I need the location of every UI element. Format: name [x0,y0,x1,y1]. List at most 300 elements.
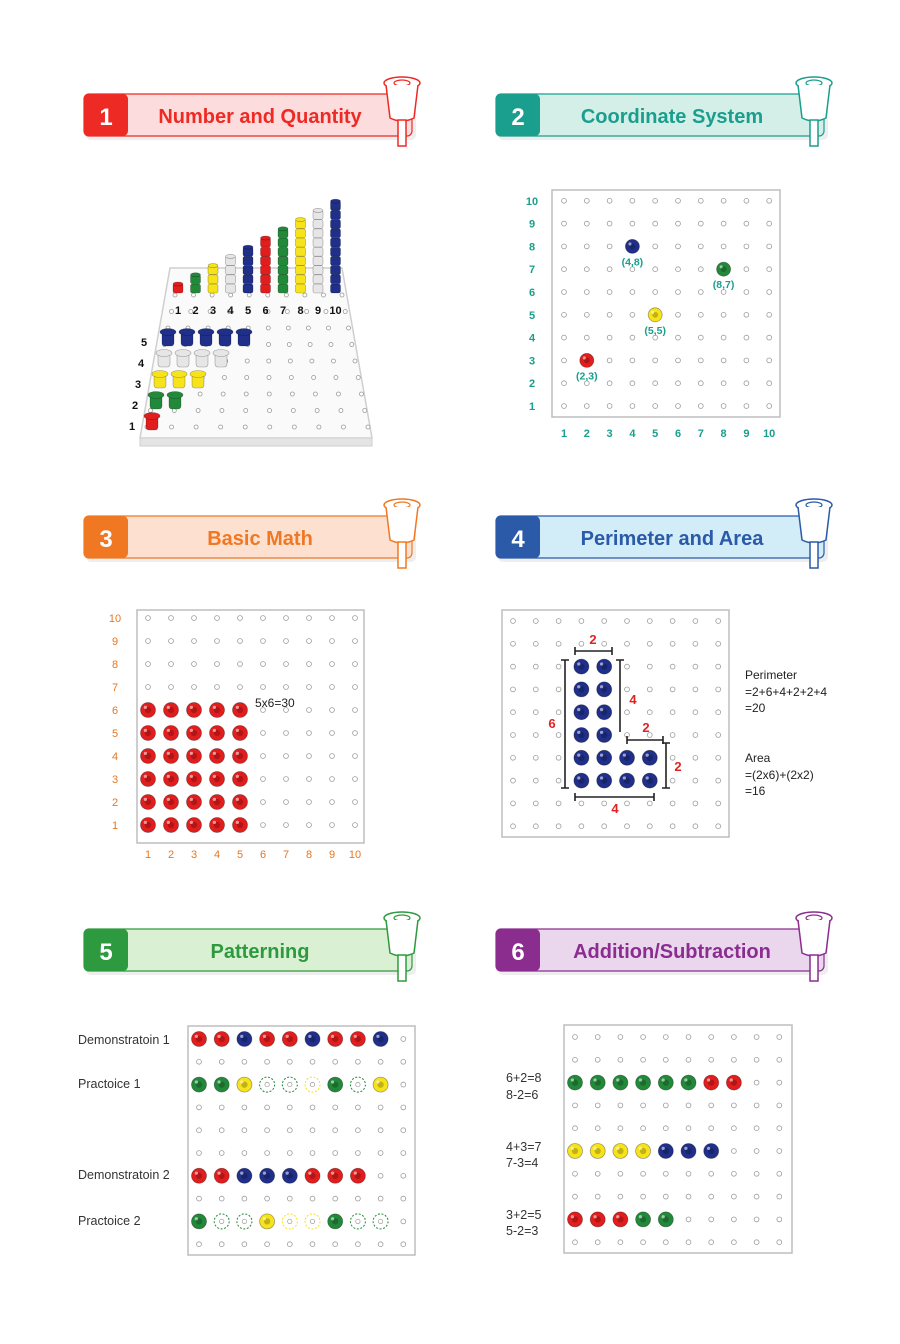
peg-highlight [331,1172,334,1175]
peg-blue [597,750,612,765]
hole [242,1219,246,1223]
hole [303,293,307,297]
peg-green [192,1214,207,1229]
peg-stem [810,955,818,981]
peg-stem [810,120,818,146]
hole [595,1035,600,1040]
number-quantity-illustration [120,180,390,450]
row-label: 5 [140,337,148,349]
hole [595,1194,600,1199]
hole [220,1219,224,1223]
peg-highlight [600,776,603,779]
dim-left: 6 [548,716,556,731]
y-label: 8 [528,241,536,254]
hole [291,409,295,413]
hole [286,326,290,330]
peg-blue [574,682,589,697]
peg-highlight [577,776,580,779]
hole [333,1242,338,1247]
peg-yellow [648,308,662,322]
hole [401,1196,406,1201]
hole [698,244,703,249]
hole [676,312,681,317]
hole [330,662,335,667]
hole [192,685,197,690]
hole [698,381,703,386]
peg-stem [810,542,818,568]
hole [670,733,675,738]
hole [595,1240,600,1245]
stack-label: 7 [279,305,287,317]
hole [562,404,567,409]
stack-peg [261,284,271,293]
hole [573,1035,578,1040]
peg-highlight [593,1147,596,1150]
hole [378,1173,383,1178]
dim-bottom: 4 [611,801,619,816]
hole [192,616,197,621]
hole [310,1059,315,1064]
hole [777,1240,782,1245]
peg-red [328,1032,343,1047]
hole [307,754,312,759]
hole [284,685,289,690]
row-peg-rim [160,329,176,336]
stack-peg [313,229,323,238]
hole [333,1151,338,1156]
hole [607,290,612,295]
banner-svg-6 [492,907,842,987]
hole [602,824,607,829]
hole [716,641,721,646]
peg-highlight [623,776,626,779]
peg-red [568,1212,583,1227]
hole [653,290,658,295]
hole [602,619,607,624]
section-title: Perimeter and Area [580,528,764,550]
hole [698,312,703,317]
x-label: 10 [763,428,776,440]
hole [653,358,658,363]
hole [511,687,516,692]
peg-highlight [144,821,147,824]
peg-highlight [571,1147,574,1150]
peg-highlight [167,706,170,709]
peg-red [187,749,202,764]
hole [347,326,351,330]
hole [363,409,367,413]
hole [556,619,561,624]
peg-highlight [600,662,603,665]
hole [777,1171,782,1176]
hole [744,358,749,363]
hole [686,1057,691,1062]
peg-blue [237,1168,252,1183]
peg-highlight [646,754,649,757]
peg-highlight [600,685,603,688]
hole [533,755,538,760]
peg-blue [597,728,612,743]
stack-peg [331,256,341,265]
coordinate-system-panel [515,185,805,450]
peg-highlight [167,752,170,755]
hole [533,641,538,646]
section-title: Basic Math [207,528,313,550]
hole [307,639,312,644]
hole [647,619,652,624]
peg-red [164,818,179,833]
banner-svg-2 [492,72,842,152]
hole [378,1105,383,1110]
hole [556,687,561,692]
hole [261,800,266,805]
peg-highlight [217,1035,220,1038]
peg-highlight [616,1147,619,1150]
x-label: 8 [720,428,727,440]
hole [556,641,561,646]
hole [777,1103,782,1108]
hole [716,687,721,692]
x-label: 4 [213,849,221,861]
perimeter-expression: =2+6+4+2+2+4 [745,685,828,699]
hole [511,664,516,669]
peg-red [210,795,225,810]
peg-highlight [144,752,147,755]
hole [607,312,612,317]
hole [556,755,561,760]
peg-blue [704,1144,719,1159]
peg-red [164,772,179,787]
peg-red [210,749,225,764]
peg-highlight [167,821,170,824]
hole [618,1194,623,1199]
stack-top [261,236,271,240]
peg-highlight [354,1035,357,1038]
hole [317,425,321,429]
section-title: Coordinate System [580,106,764,128]
x-label: 6 [674,428,682,440]
practice-2-label: Practoice 2 [78,1214,141,1228]
hole [693,710,698,715]
hole [194,425,198,429]
hole [602,641,607,646]
hole [310,1105,315,1110]
peg-highlight [263,1035,266,1038]
hole [356,1196,361,1201]
peg-highlight [240,1035,243,1038]
hole [533,664,538,669]
peg-highlight [684,1147,687,1150]
hole [261,685,266,690]
hole [238,616,243,621]
hole [321,293,325,297]
hole [287,1128,292,1133]
hole [556,824,561,829]
peg-blue [642,750,657,765]
peg-red [187,772,202,787]
peg-blue [574,750,589,765]
stack-top [191,273,201,277]
hole [754,1103,759,1108]
hole [356,1219,360,1223]
hole [618,1171,623,1176]
stack-peg [278,284,288,293]
hole [310,1128,315,1133]
hole [584,267,589,272]
peg-highlight [213,798,216,801]
hole [676,198,681,203]
hole [744,381,749,386]
stack-peg [331,210,341,219]
hole [676,358,681,363]
hole [676,381,681,386]
stack-peg [331,266,341,275]
peg-blue [305,1032,320,1047]
hole [744,312,749,317]
hole [584,198,589,203]
peg-red [164,726,179,741]
peg-red [214,1168,229,1183]
hole [573,1171,578,1176]
hole [533,778,538,783]
stack-label: 10 [329,305,342,317]
peg-blue [597,682,612,697]
peg-highlight [354,1172,357,1175]
hole [284,800,289,805]
hole [767,267,772,272]
stack-peg [208,275,218,284]
row-peg-rim [167,392,183,399]
peg-yellow [636,1144,651,1159]
peg-highlight [600,754,603,757]
hole [511,824,516,829]
hole [754,1035,759,1040]
hole [721,335,726,340]
hole [777,1217,782,1222]
hole [330,800,335,805]
peg-highlight [213,752,216,755]
hole [693,664,698,669]
stack-peg [313,275,323,284]
hole [511,755,516,760]
hole [219,1128,224,1133]
stack-peg [226,284,236,293]
y-label: 7 [111,682,119,694]
y-axis-labels [109,613,121,832]
hole [732,1217,737,1222]
hole [339,409,343,413]
peg-red [704,1075,719,1090]
hole [215,685,220,690]
peg-yellow [568,1144,583,1159]
peg-highlight [577,731,580,734]
demo-1-label: Demonstratoin 1 [78,1033,170,1047]
hole [686,1103,691,1108]
hole [744,404,749,409]
hole [641,1035,646,1040]
hole [356,1059,361,1064]
peg-red [164,795,179,810]
hole [313,392,317,396]
hole [744,221,749,226]
hole [219,1196,224,1201]
stack-label: 3 [209,305,217,317]
peg-red [141,772,156,787]
y-label: 2 [528,378,536,391]
hole [693,801,698,806]
peg-cup [798,507,830,543]
hole [401,1242,406,1247]
hole [647,664,652,669]
hole [721,381,726,386]
hole [331,359,335,363]
stack-label: 5 [244,305,252,317]
hole [169,639,174,644]
peg-blue [620,750,635,765]
x-label: 10 [348,849,362,861]
section-title: Addition/Subtraction [573,941,771,963]
hole [261,731,266,736]
stack-peg [296,238,306,247]
hole [595,1103,600,1108]
hole [676,404,681,409]
hole [693,687,698,692]
hole [670,619,675,624]
hole [777,1126,782,1131]
hole [261,754,266,759]
hole [732,1149,737,1154]
hole [210,293,214,297]
peg-highlight [195,1217,198,1220]
hole [663,1035,668,1040]
hole [267,343,271,347]
area-title: Area [745,751,771,765]
hole [670,710,675,715]
hole [307,777,312,782]
x-label: 3 [190,849,198,861]
hole [630,404,635,409]
hole [573,1194,578,1199]
hole [625,641,630,646]
peg-red [192,1032,207,1047]
peg-red [141,726,156,741]
y-label: 10 [525,195,539,208]
hole [670,641,675,646]
hole [754,1149,759,1154]
hole [754,1194,759,1199]
hole [670,824,675,829]
hole [288,1082,292,1086]
hole [353,359,357,363]
hole [732,1103,737,1108]
hole [562,381,567,386]
hole [356,1151,361,1156]
hole [625,664,630,669]
stack-peg [313,220,323,229]
hole [625,619,630,624]
peg-highlight [583,356,586,359]
peg-red [305,1168,320,1183]
equation-3b: 5-2=3 [506,1224,539,1238]
peg-green [590,1075,605,1090]
hole [562,221,567,226]
hole [219,425,223,429]
hole [767,290,772,295]
dim-step: 2 [642,720,650,735]
y-label: 8 [111,659,119,671]
hole [709,1035,714,1040]
row-peg-rim [194,350,210,357]
hole [630,198,635,203]
hole [284,293,288,297]
hole [401,1082,406,1087]
hole [698,221,703,226]
hole [265,1105,270,1110]
peg-highlight [684,1078,687,1081]
hole [686,1240,691,1245]
hole [169,685,174,690]
peg-highlight [593,1078,596,1081]
hole [261,823,266,828]
hole [698,404,703,409]
hole [653,244,658,249]
peg-highlight [628,242,631,245]
hole [170,310,174,314]
peg-highlight [720,265,723,268]
y-label: 1 [111,820,119,832]
stack-peg [226,275,236,284]
hole [353,823,358,828]
section-number: 1 [99,104,113,131]
stack-peg [296,229,306,238]
peg-stem [398,955,406,981]
hole [238,685,243,690]
x-label: 9 [328,849,336,861]
multiplication-equation: 5x6=30 [255,696,295,710]
peg-highlight [662,1147,665,1150]
peg-highlight [144,706,147,709]
peg-red [350,1032,365,1047]
peg-green [636,1075,651,1090]
stack-peg [261,247,271,256]
hole [618,1126,623,1131]
peg-yellow [590,1144,605,1159]
hole [284,731,289,736]
hole [709,1217,714,1222]
equation-2b: 7-3=4 [506,1156,539,1170]
demo-2-label: Demonstratoin 2 [78,1168,170,1182]
hole [562,312,567,317]
peg-red [613,1212,628,1227]
dim-right-lower: 2 [674,759,682,774]
peg-red [233,749,248,764]
y-label: 10 [108,613,122,625]
row-peg-rim [198,329,214,336]
x-axis-labels [145,849,361,861]
hole [579,641,584,646]
hole [284,777,289,782]
hole [693,641,698,646]
y-label: 4 [111,751,119,763]
peg-highlight [286,1035,289,1038]
peg-highlight [308,1172,311,1175]
peg-highlight [646,776,649,779]
hole [584,404,589,409]
hole [192,639,197,644]
peg-red [590,1212,605,1227]
hole [242,1059,247,1064]
peg-red [214,1032,229,1047]
